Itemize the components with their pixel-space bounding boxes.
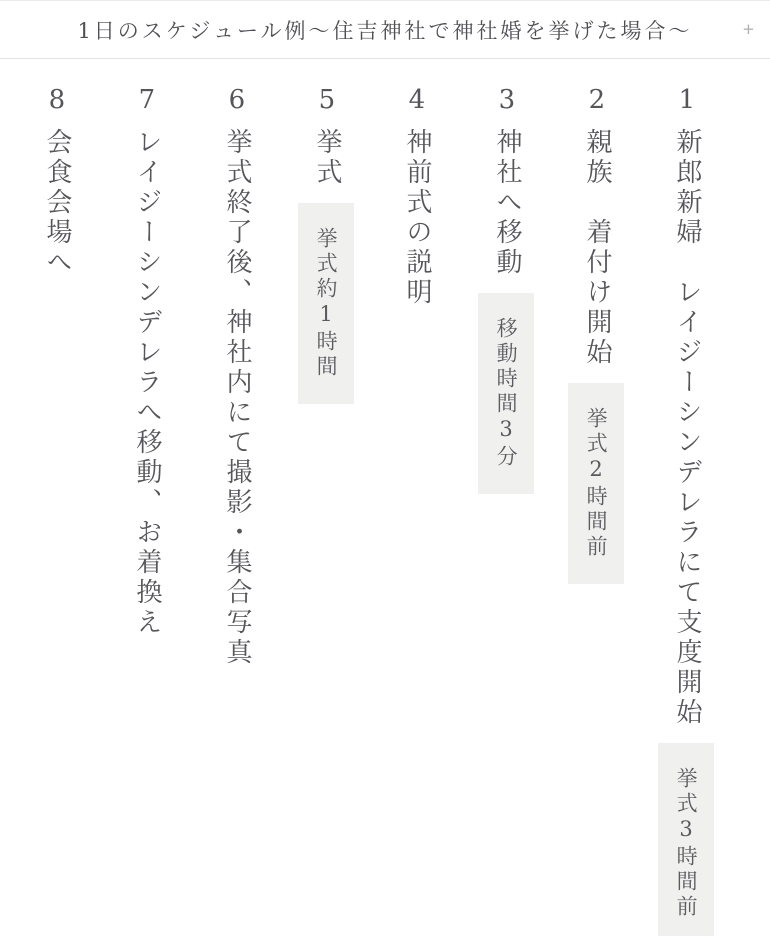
schedule-item-8	[28, 85, 84, 936]
item-number: 4	[401, 85, 432, 119]
item-note-highlight: 挙式3時間前	[658, 743, 714, 936]
item-number: 1	[671, 85, 702, 119]
item-number: 2	[581, 85, 612, 119]
accordion-header[interactable]	[0, 1, 770, 59]
schedule-item-6	[208, 85, 264, 936]
schedule-content	[0, 59, 770, 936]
expand-plus-icon[interactable]: +	[742, 19, 754, 40]
item-number: 6	[221, 85, 252, 119]
schedule-item-3	[478, 85, 534, 936]
schedule-item-1	[658, 85, 714, 936]
item-text: 神前式の説明	[401, 128, 432, 308]
page-title: 1日のスケジュール例〜住吉神社で神社婚を挙げた場合〜	[77, 18, 693, 43]
schedule-item-2	[568, 85, 624, 936]
schedule-item-7	[118, 85, 174, 936]
item-number: 5	[311, 85, 342, 119]
item-text: 新郎新婦 レイジーシンデレラにて支度開始	[671, 128, 702, 728]
schedule-item-5	[298, 85, 354, 936]
item-number: 3	[491, 85, 522, 119]
item-note-highlight: 挙式2時間前	[568, 383, 624, 584]
item-text: 挙式	[311, 128, 342, 188]
item-text: 会食会場へ	[41, 128, 72, 278]
item-number: 8	[41, 85, 72, 119]
item-note-highlight: 挙式約1時間	[298, 203, 354, 404]
item-text: 親族 着付け開始	[581, 128, 612, 368]
item-note-highlight: 移動時間3分	[478, 293, 534, 494]
schedule-item-4	[388, 85, 444, 936]
item-text: 神社へ移動	[491, 128, 522, 278]
item-number: 7	[131, 85, 162, 119]
item-text: レイジーシンデレラへ移動、お着換え	[131, 128, 162, 638]
item-text: 挙式終了後、神社内にて撮影・集合写真	[221, 128, 252, 668]
